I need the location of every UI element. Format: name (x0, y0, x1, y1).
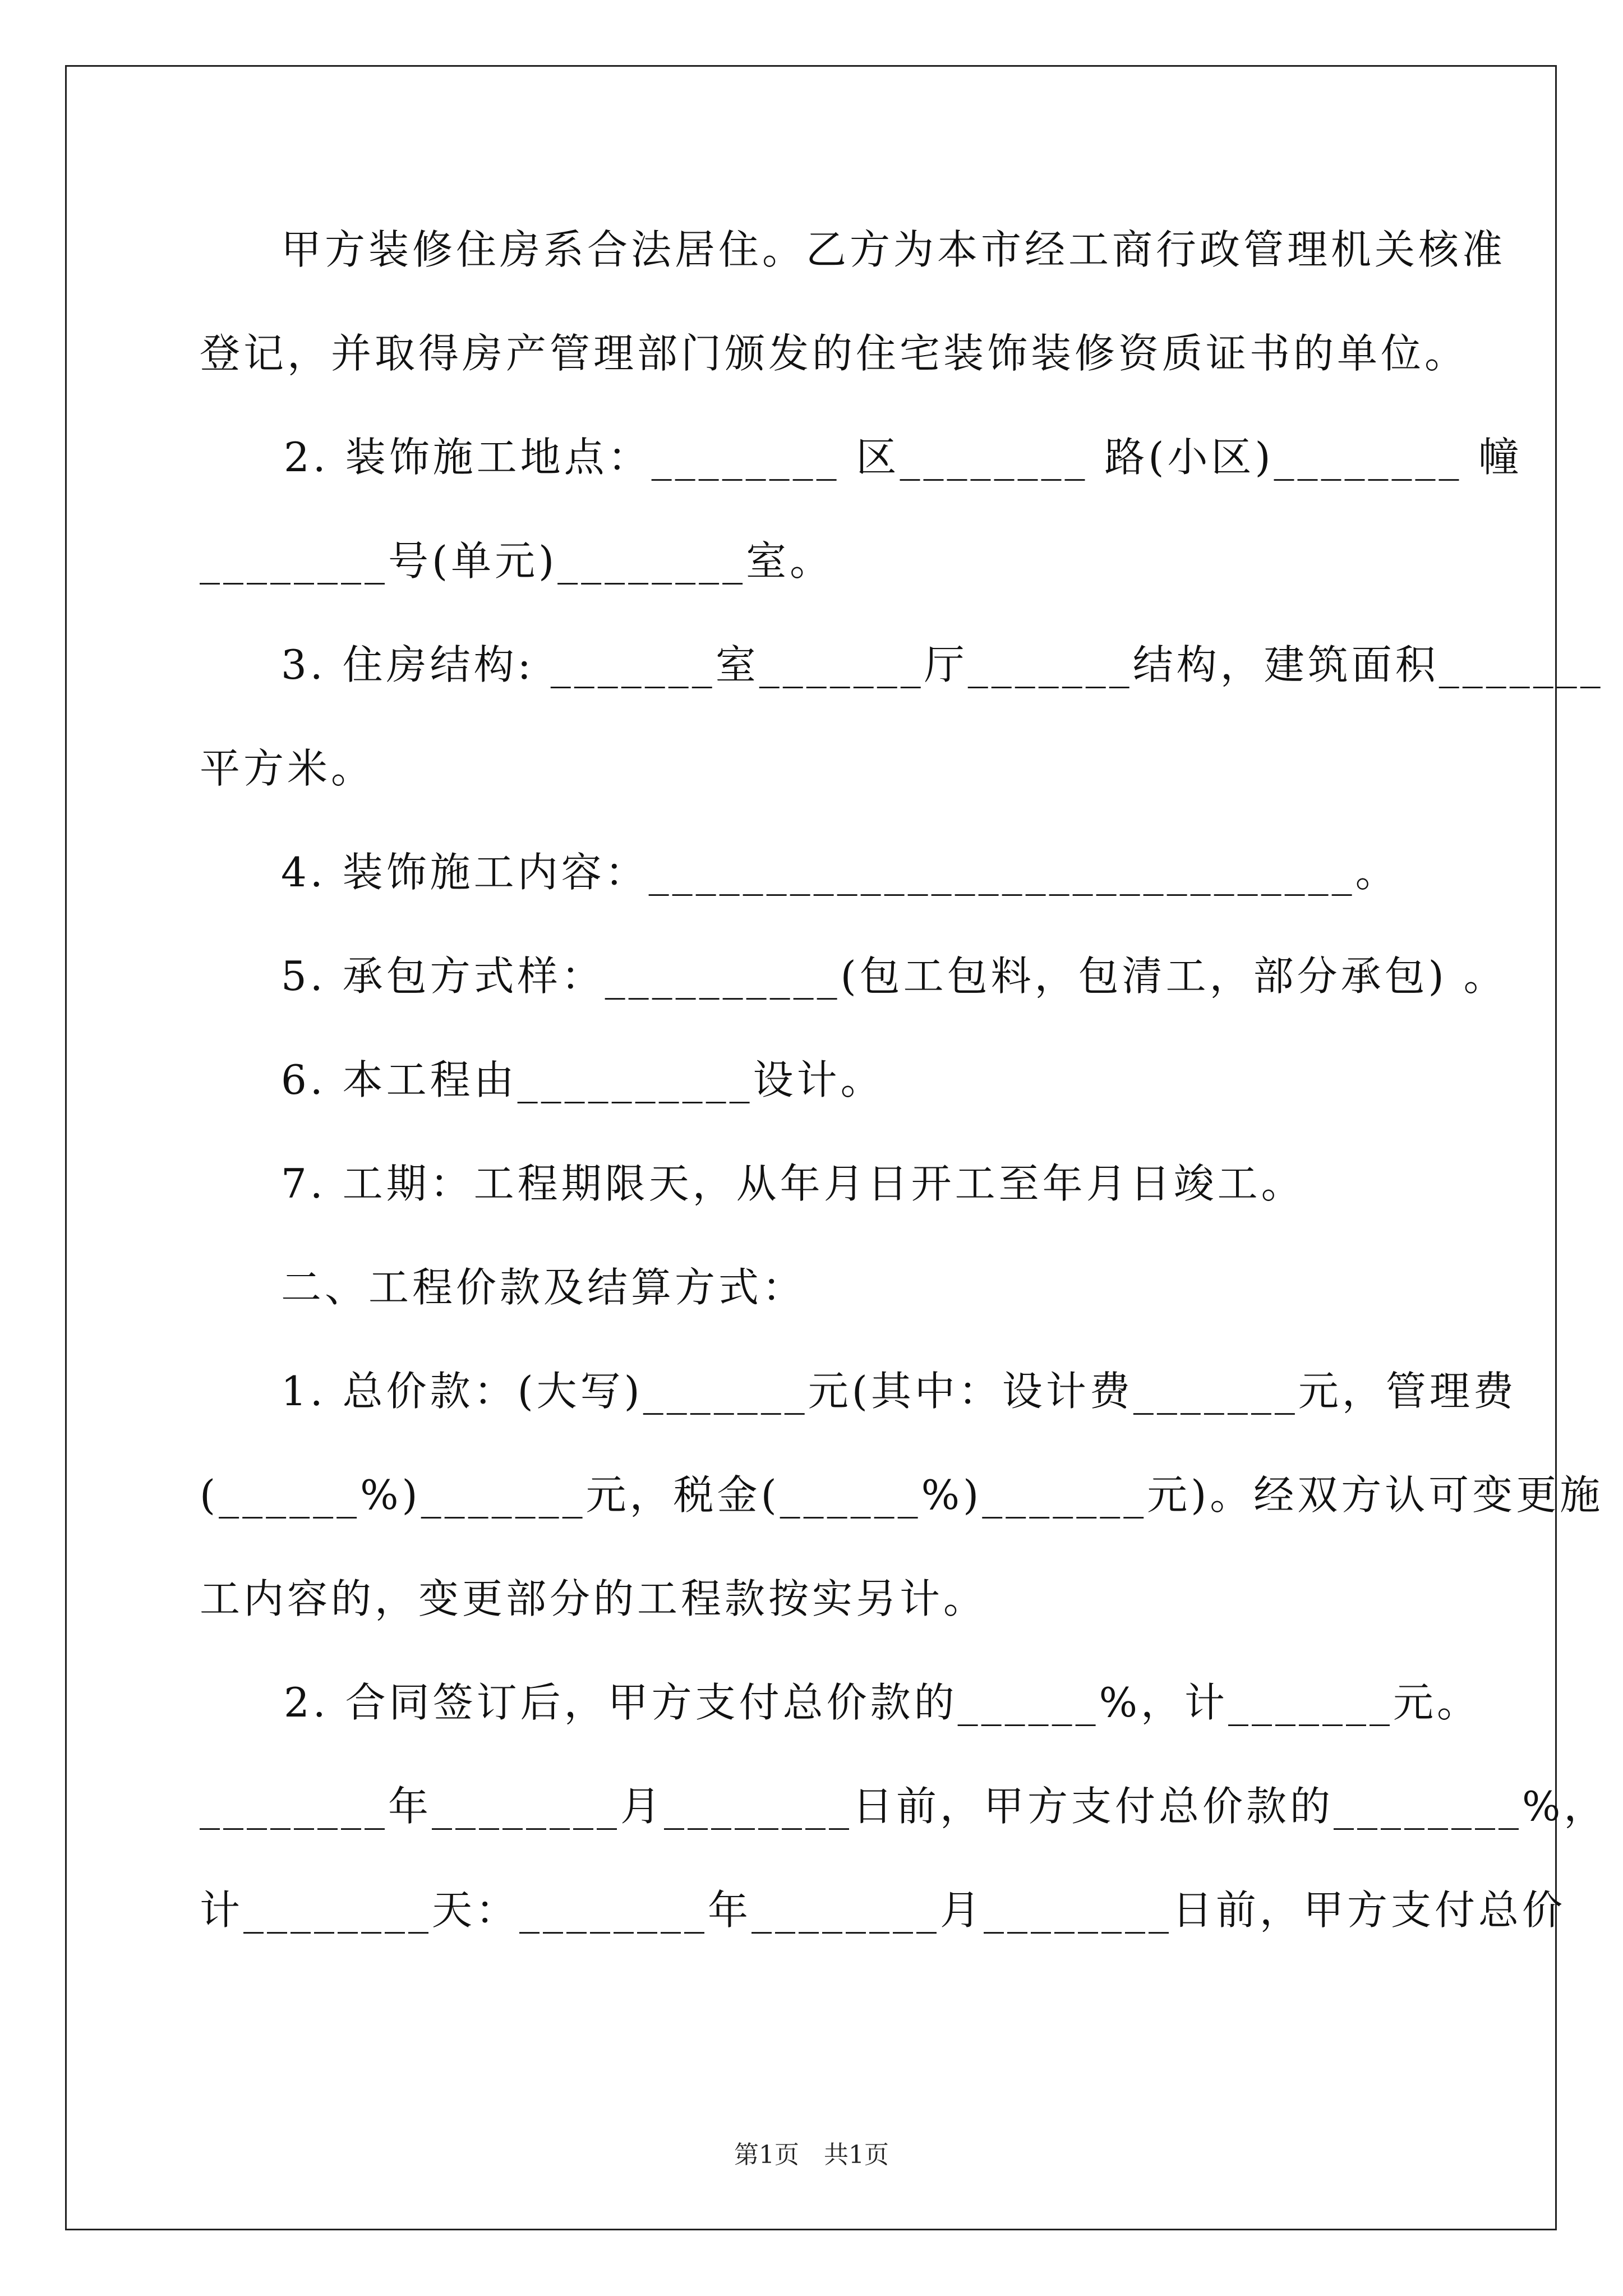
paragraph-line: 3. 住房结构: _______室_______厅_______结构，建筑面积_______ (281, 641, 1604, 688)
paragraph-line: 7. 工期：工程期限天，从年月日开工至年月日竣工。 (281, 1160, 1305, 1207)
paragraph-line: 2. 合同签订后，甲方支付总价款的______%，计_______元。 (284, 1679, 1481, 1726)
page-footer: 第1页 共1页 (734, 2141, 889, 2169)
paragraph-line: 1. 总价款：(大写)_______元(其中：设计费_______元，管理费 (281, 1368, 1517, 1415)
paragraph-line: (______%)_______元，税金(______%)_______元)。经双方认可变更施 (200, 1471, 1604, 1519)
paragraph-line: 甲方装修住房系合法居住。乙方为本市经工商行政管理机关核准 (281, 226, 1506, 273)
section-heading: 二、工程价款及结算方式： (281, 1264, 806, 1311)
paragraph-line: 计________天：________年________月________日前，甲方支付总价 (200, 1887, 1566, 1934)
paragraph-line: 2. 装饰施工地点：________ 区________ 路(小区)________ 幢 (284, 434, 1523, 481)
paragraph-line: 6. 本工程由__________设计。 (281, 1056, 884, 1103)
paragraph-line: ________年________月________日前，甲方支付总价款的________%， (200, 1783, 1608, 1830)
paragraph-line: 工内容的，变更部分的工程款按实另计。 (200, 1575, 988, 1622)
paragraph-line: 5. 承包方式样：__________(包工包料，包清工，部分承包) 。 (281, 953, 1507, 1000)
paragraph-line: 4. 装饰施工内容：______________________________。 (281, 849, 1399, 896)
paragraph-line: 登记，并取得房产管理部门颁发的住宅装饰装修资质证书的单位。 (200, 330, 1469, 377)
paragraph-line: 平方米。 (200, 745, 375, 792)
paragraph-line: ________号(单元)________室。 (200, 537, 834, 585)
document-body (200, 222, 1608, 1986)
